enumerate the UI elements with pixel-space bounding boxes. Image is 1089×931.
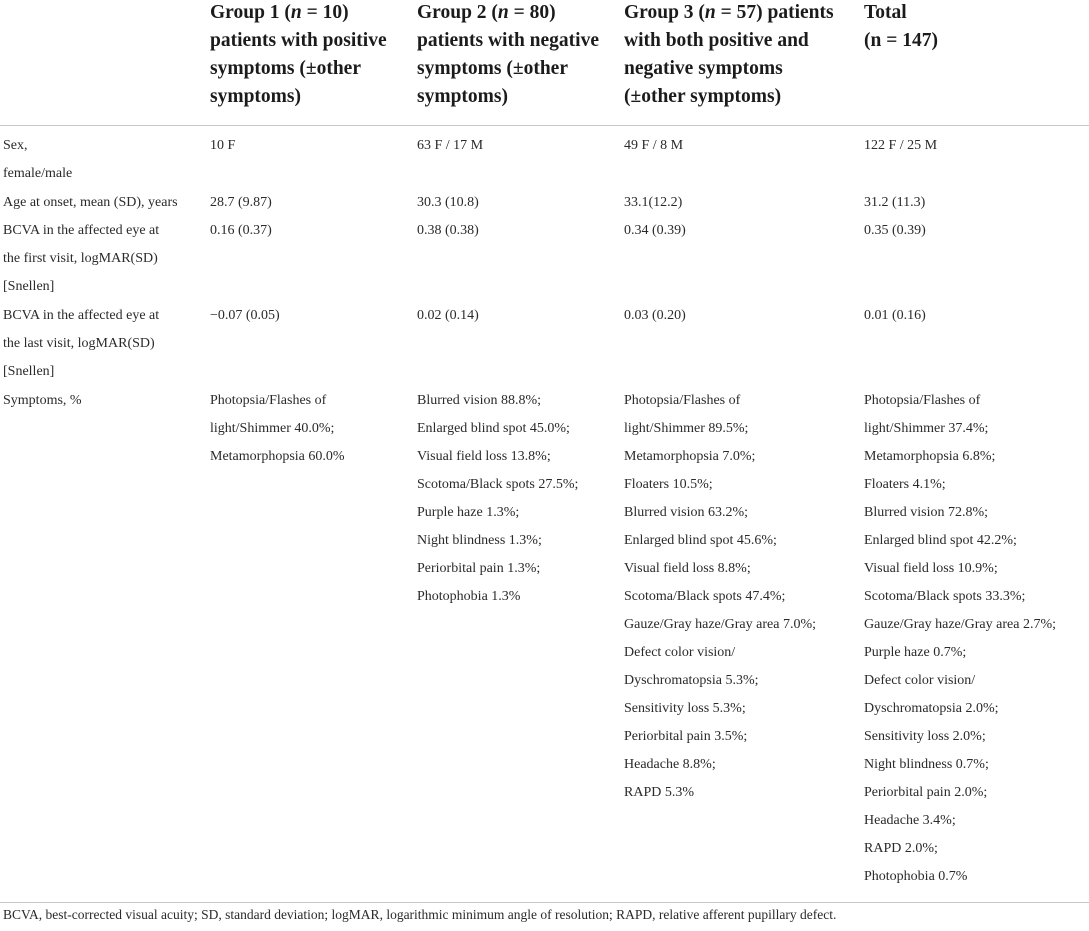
symptom-line: Photopsia/Flashes of bbox=[864, 393, 981, 408]
symptom-line: Sensitivity loss 5.3%; bbox=[624, 701, 746, 716]
symptom-line: Headache 8.8%; bbox=[624, 757, 716, 772]
symptom-line: Blurred vision 88.8%; bbox=[417, 393, 542, 408]
header-total: Total (n = 147) bbox=[864, 2, 938, 51]
header-group-3: Group 3 (n = 57) patients with both positive and negative symptoms (±other symptoms) bbox=[624, 2, 834, 107]
symptom-line: Visual field loss 8.8%; bbox=[624, 561, 751, 576]
symptom-line: Gauze/Gray haze/Gray area 7.0%; bbox=[624, 617, 817, 632]
row-bcva-last-group2: 0.02 (0.14) bbox=[417, 308, 479, 323]
row-age-group2: 30.3 (10.8) bbox=[417, 195, 479, 210]
symptom-line: Dyschromatopsia 5.3%; bbox=[624, 673, 759, 688]
symptom-line: light/Shimmer 89.5%; bbox=[624, 421, 749, 436]
row-bcva-first-group1: 0.16 (0.37) bbox=[210, 223, 272, 238]
row-age-total: 31.2 (11.3) bbox=[864, 195, 926, 210]
row-bcva-first-label: BCVA in the affected eye at the first visit, logMAR(SD) [Snellen] bbox=[3, 223, 160, 294]
symptom-line: Enlarged blind spot 45.6%; bbox=[624, 533, 777, 548]
symptom-line: RAPD 5.3% bbox=[624, 785, 695, 800]
symptom-line: Floaters 4.1%; bbox=[864, 477, 946, 492]
row-age-label: Age at onset, mean (SD), years bbox=[3, 195, 178, 210]
row-bcva-first-group2: 0.38 (0.38) bbox=[417, 223, 479, 238]
header-group-1: Group 1 (n = 10) patients with positive symptoms (±other symptoms) bbox=[210, 2, 387, 107]
symptom-line: Night blindness 0.7%; bbox=[864, 757, 989, 772]
symptom-line: Visual field loss 13.8%; bbox=[417, 449, 551, 464]
row-sex-group2: 63 F / 17 M bbox=[417, 138, 484, 153]
row-bcva-first-total: 0.35 (0.39) bbox=[864, 223, 926, 238]
symptom-line: Sensitivity loss 2.0%; bbox=[864, 729, 986, 744]
symptom-line: Photopsia/Flashes of bbox=[624, 393, 741, 408]
symptom-line: Night blindness 1.3%; bbox=[417, 533, 542, 548]
row-bcva-last-group1: −0.07 (0.05) bbox=[210, 308, 280, 323]
header-bottom-rule bbox=[0, 125, 1089, 126]
symptom-line: Periorbital pain 1.3%; bbox=[417, 561, 541, 576]
symptom-line: Visual field loss 10.9%; bbox=[864, 561, 998, 576]
symptom-line: Scotoma/Black spots 47.4%; bbox=[624, 589, 786, 604]
symptom-line: Purple haze 0.7%; bbox=[864, 645, 967, 660]
symptom-line: light/Shimmer 40.0%; bbox=[210, 421, 335, 436]
symptom-line: Photopsia/Flashes of bbox=[210, 393, 327, 408]
symptom-line: Periorbital pain 2.0%; bbox=[864, 785, 988, 800]
symptom-line: Purple haze 1.3%; bbox=[417, 505, 520, 520]
symptom-line: Enlarged blind spot 42.2%; bbox=[864, 533, 1017, 548]
symptom-line: light/Shimmer 37.4%; bbox=[864, 421, 989, 436]
symptom-line: Metamorphopsia 7.0%; bbox=[624, 449, 756, 464]
row-symptoms-group2 bbox=[417, 387, 578, 611]
row-sex-label: Sex, female/male bbox=[3, 138, 73, 181]
symptom-line: Defect color vision/ bbox=[624, 645, 736, 660]
row-age-group3: 33.1(12.2) bbox=[624, 195, 683, 210]
symptom-line: Scotoma/Black spots 27.5%; bbox=[417, 477, 579, 492]
row-sex-total: 122 F / 25 M bbox=[864, 138, 938, 153]
row-symptoms-group1 bbox=[210, 387, 345, 471]
symptom-line: Photophobia 0.7% bbox=[864, 869, 968, 884]
symptom-line: Photophobia 1.3% bbox=[417, 589, 521, 604]
symptom-line: Blurred vision 63.2%; bbox=[624, 505, 749, 520]
row-sex-group1: 10 F bbox=[210, 138, 236, 153]
symptom-line: Blurred vision 72.8%; bbox=[864, 505, 989, 520]
row-bcva-last-group3: 0.03 (0.20) bbox=[624, 308, 686, 323]
row-sex-group3: 49 F / 8 M bbox=[624, 138, 684, 153]
symptom-line: Gauze/Gray haze/Gray area 2.7%; bbox=[864, 617, 1057, 632]
symptom-line: Scotoma/Black spots 33.3%; bbox=[864, 589, 1026, 604]
symptom-line: Periorbital pain 3.5%; bbox=[624, 729, 748, 744]
header-group-2: Group 2 (n = 80) patients with negative symptoms (±other symptoms) bbox=[417, 2, 599, 107]
row-age-group1: 28.7 (9.87) bbox=[210, 195, 272, 210]
symptom-line: Enlarged blind spot 45.0%; bbox=[417, 421, 570, 436]
symptom-line: Floaters 10.5%; bbox=[624, 477, 713, 492]
row-symptoms-group3 bbox=[624, 387, 816, 807]
row-bcva-first-group3: 0.34 (0.39) bbox=[624, 223, 686, 238]
row-symptoms-label: Symptoms, % bbox=[3, 393, 82, 408]
symptom-line: Headache 3.4%; bbox=[864, 813, 956, 828]
row-symptoms-total bbox=[864, 387, 1056, 891]
symptom-line: Dyschromatopsia 2.0%; bbox=[864, 701, 999, 716]
table-footnote: BCVA, best-corrected visual acuity; SD, standard deviation; logMAR, logarithmic minimum angle of resolution; RAPD, relative afferent pupillary defect. bbox=[3, 907, 837, 922]
symptom-line: Metamorphopsia 60.0% bbox=[210, 449, 345, 464]
row-bcva-last-label: BCVA in the affected eye at the last visit, logMAR(SD) [Snellen] bbox=[3, 308, 160, 379]
symptom-line: Metamorphopsia 6.8%; bbox=[864, 449, 996, 464]
row-bcva-last-total: 0.01 (0.16) bbox=[864, 308, 926, 323]
symptom-line: RAPD 2.0%; bbox=[864, 841, 938, 856]
symptom-line: Defect color vision/ bbox=[864, 673, 976, 688]
